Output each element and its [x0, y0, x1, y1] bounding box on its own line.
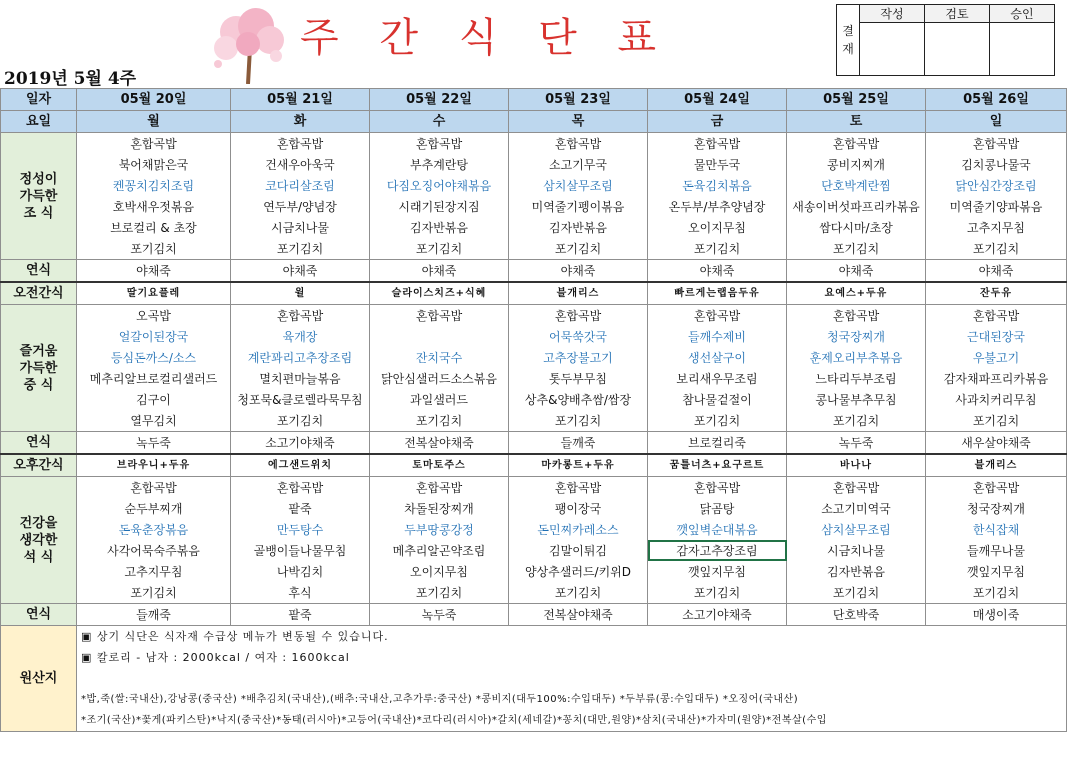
breakfast-item[interactable]: 혼합곡밥: [509, 133, 648, 155]
dinner-item[interactable]: 깻잎벽순대볶음: [648, 519, 787, 540]
dinner-row: [1, 561, 1067, 582]
dinner-item[interactable]: 혼합곡밥: [648, 477, 787, 499]
breakfast-item[interactable]: 혼합곡밥: [787, 133, 926, 155]
late-snack-1-item[interactable]: 야채죽: [231, 260, 370, 283]
breakfast-item[interactable]: 시래기된장지짐: [370, 196, 509, 217]
late-snack-2-item[interactable]: 새우살야채죽: [926, 432, 1067, 455]
lunch-item[interactable]: 혼합곡밥: [926, 305, 1067, 327]
dinner-item[interactable]: 닭곰탕: [648, 498, 787, 519]
late-snack-3-item[interactable]: 팥죽: [231, 604, 370, 626]
dinner-item[interactable]: 포기김치: [926, 582, 1067, 604]
pm-snack-item[interactable]: 마카롱트+두유: [509, 454, 648, 477]
lunch-label[interactable]: 즐거움 가득한 중 식: [1, 305, 77, 432]
date-cell[interactable]: 05월 22일: [370, 89, 509, 111]
lunch-item[interactable]: 메추리알브로컬리샐러드: [77, 368, 231, 389]
lunch-row: [1, 305, 1067, 327]
breakfast-item[interactable]: 오이지무침: [648, 217, 787, 238]
approval-col: 승인: [990, 5, 1055, 23]
breakfast-label[interactable]: 정성이 가득한 조 식: [1, 133, 77, 260]
approval-side-label: 결 재: [837, 5, 860, 76]
page-title: 주 간 식 단 표: [300, 15, 671, 61]
dinner-item[interactable]: 후식: [231, 582, 370, 604]
date-cell[interactable]: 05월 23일: [509, 89, 648, 111]
day-cell[interactable]: 목: [509, 111, 648, 133]
approval-cell[interactable]: [925, 23, 990, 76]
lunch-item[interactable]: 포기김치: [509, 410, 648, 432]
date-cell[interactable]: 05월 20일: [77, 89, 231, 111]
late-snack-3-item[interactable]: 매생이죽: [926, 604, 1067, 626]
dinner-row: [1, 498, 1067, 519]
lunch-item[interactable]: 콩나물부추무침: [787, 389, 926, 410]
pm-snack-item[interactable]: 블개리스: [926, 454, 1067, 477]
breakfast-item[interactable]: 포기김치: [926, 238, 1067, 260]
origin-row: [1, 668, 1067, 689]
breakfast-item[interactable]: 쌈다시마/초장: [787, 217, 926, 238]
breakfast-item[interactable]: 포기김치: [77, 238, 231, 260]
late-snack-3-item[interactable]: 단호박죽: [787, 604, 926, 626]
origin-note[interactable]: *밥,죽(쌀:국내산),강낭콩(중국산) *배추김치(국내산),(배추:국내산,고추가루:중국산) *콩비지(대두100%:수입대두) *두부류(콩:수입대두) *오징어(국내산): [77, 689, 1067, 710]
dinner-item[interactable]: 양상추샐러드/키위D: [509, 561, 648, 582]
lunch-item[interactable]: 생선살구이: [648, 347, 787, 368]
dinner-row: [1, 519, 1067, 540]
dinner-item[interactable]: 두부땅콩강정: [370, 519, 509, 540]
breakfast-item[interactable]: 건새우아욱국: [231, 154, 370, 175]
pm-snack-item[interactable]: 토마토주스: [370, 454, 509, 477]
breakfast-row: [1, 133, 1067, 155]
lunch-item[interactable]: [370, 326, 509, 347]
dinner-item[interactable]: 삼치살무조림: [787, 519, 926, 540]
lunch-item[interactable]: 닭안심샐러드소스볶음: [370, 368, 509, 389]
late-snack-3-item[interactable]: 들깨죽: [77, 604, 231, 626]
late-snack-1-item[interactable]: 야채죽: [648, 260, 787, 283]
lunch-item[interactable]: 사과치커리무침: [926, 389, 1067, 410]
lunch-item[interactable]: 청국장찌개: [787, 326, 926, 347]
date-cell[interactable]: 05월 26일: [926, 89, 1067, 111]
lunch-row: [1, 389, 1067, 410]
day-cell[interactable]: 수: [370, 111, 509, 133]
dinner-item[interactable]: 시금치나물: [787, 540, 926, 561]
origin-note[interactable]: ▣ 상기 식단은 식자재 수급상 메뉴가 변동될 수 있습니다.: [77, 626, 1067, 648]
late-snack-3-item[interactable]: 전복살야채죽: [509, 604, 648, 626]
lunch-item[interactable]: 잔치국수: [370, 347, 509, 368]
breakfast-item[interactable]: 북어채맑은국: [77, 154, 231, 175]
date-label[interactable]: 일자: [1, 89, 77, 111]
lunch-item[interactable]: 상추&양배추쌈/쌈장: [509, 389, 648, 410]
breakfast-item[interactable]: 켄꽁치김치조림: [77, 175, 231, 196]
origin-row: [1, 710, 1067, 732]
breakfast-item[interactable]: 돈육김치볶음: [648, 175, 787, 196]
dinner-item[interactable]: 고추지무침: [77, 561, 231, 582]
am-snack-item[interactable]: 슬라이스치즈+식혜: [370, 282, 509, 305]
lunch-item[interactable]: 포기김치: [787, 410, 926, 432]
dinner-item[interactable]: 포기김치: [370, 582, 509, 604]
lunch-item[interactable]: 들깨수제비: [648, 326, 787, 347]
breakfast-row: [1, 175, 1067, 196]
date-cell[interactable]: 05월 24일: [648, 89, 787, 111]
am-snack-item[interactable]: 빠르게는랩음두유: [648, 282, 787, 305]
breakfast-item[interactable]: 포기김치: [231, 238, 370, 260]
dinner-label[interactable]: 건강을 생각한 석 식: [1, 477, 77, 604]
late-snack-1-item[interactable]: 야채죽: [370, 260, 509, 283]
dinner-item[interactable]: 김말이튀김: [509, 540, 648, 561]
late-snack-2-item[interactable]: 전복살야채죽: [370, 432, 509, 455]
dinner-item[interactable]: 메추리알곤약조림: [370, 540, 509, 561]
late-snack-1-item[interactable]: 야채죽: [509, 260, 648, 283]
dinner-item[interactable]: 포기김치: [787, 582, 926, 604]
breakfast-item[interactable]: 새송이버섯파프리카볶음: [787, 196, 926, 217]
breakfast-item[interactable]: 김자반볶음: [509, 217, 648, 238]
lunch-item[interactable]: 포기김치: [926, 410, 1067, 432]
lunch-item[interactable]: 훈제오리부추볶음: [787, 347, 926, 368]
dinner-item[interactable]: 돈민찌카레소스: [509, 519, 648, 540]
approval-col: 검토: [925, 5, 990, 23]
am-snack-item[interactable]: 블개리스: [509, 282, 648, 305]
lunch-item[interactable]: 느타리두부조림: [787, 368, 926, 389]
breakfast-row: [1, 196, 1067, 217]
lunch-item[interactable]: 청포묵&클로렐라묵무침: [231, 389, 370, 410]
dinner-item[interactable]: 돈육춘장볶음: [77, 519, 231, 540]
late-snack-2-item[interactable]: 브로컬리죽: [648, 432, 787, 455]
lunch-item[interactable]: 육개장: [231, 326, 370, 347]
lunch-item[interactable]: 김구이: [77, 389, 231, 410]
breakfast-item[interactable]: 브로컬리 & 초장: [77, 217, 231, 238]
dinner-item[interactable]: 순두부찌개: [77, 498, 231, 519]
breakfast-item[interactable]: 혼합곡밥: [648, 133, 787, 155]
lunch-item[interactable]: 근대된장국: [926, 326, 1067, 347]
breakfast-item[interactable]: 혼합곡밥: [926, 133, 1067, 155]
lunch-item[interactable]: 열무김치: [77, 410, 231, 432]
late-snack-2-item[interactable]: 소고기야채죽: [231, 432, 370, 455]
dinner-item[interactable]: 혼합곡밥: [231, 477, 370, 499]
breakfast-item[interactable]: 미역줄기양파볶음: [926, 196, 1067, 217]
lunch-item[interactable]: 혼합곡밥: [231, 305, 370, 327]
lunch-item[interactable]: 얼갈이된장국: [77, 326, 231, 347]
late-snack-1-label[interactable]: 연식: [1, 260, 77, 283]
dinner-item[interactable]: 혼합곡밥: [77, 477, 231, 499]
day-row: [1, 111, 1067, 133]
breakfast-item[interactable]: 물만두국: [648, 154, 787, 175]
origin-row: [1, 689, 1067, 710]
lunch-item[interactable]: 포기김치: [648, 410, 787, 432]
late-snack-2-label[interactable]: 연식: [1, 432, 77, 455]
breakfast-item[interactable]: 혼합곡밥: [370, 133, 509, 155]
lunch-item[interactable]: 보리새우무조림: [648, 368, 787, 389]
am-snack-item[interactable]: 잔두유: [926, 282, 1067, 305]
breakfast-item[interactable]: 콩비지찌개: [787, 154, 926, 175]
late-snack-3-item[interactable]: 소고기야채죽: [648, 604, 787, 626]
dinner-row: [1, 540, 1067, 561]
dinner-item[interactable]: 소고기미역국: [787, 498, 926, 519]
dinner-item[interactable]: 혼합곡밥: [370, 477, 509, 499]
breakfast-item[interactable]: 포기김치: [509, 238, 648, 260]
late-snack-2-item[interactable]: 녹두죽: [77, 432, 231, 455]
approval-cell[interactable]: [860, 23, 925, 76]
day-cell[interactable]: 화: [231, 111, 370, 133]
date-cell[interactable]: 05월 21일: [231, 89, 370, 111]
day-cell[interactable]: 토: [787, 111, 926, 133]
late-snack-2-item[interactable]: 녹두죽: [787, 432, 926, 455]
lunch-item[interactable]: 등심돈까스/소스: [77, 347, 231, 368]
origin-note[interactable]: [77, 668, 1067, 689]
dinner-item[interactable]: 깻잎지무침: [926, 561, 1067, 582]
breakfast-item[interactable]: 다짐오징어야채볶음: [370, 175, 509, 196]
am-snack-label[interactable]: 오전간식: [1, 282, 77, 305]
lunch-item[interactable]: 우불고기: [926, 347, 1067, 368]
day-cell[interactable]: 일: [926, 111, 1067, 133]
am-snack-item[interactable]: 윌: [231, 282, 370, 305]
breakfast-item[interactable]: 고추지무침: [926, 217, 1067, 238]
dinner-item[interactable]: 만두탕수: [231, 519, 370, 540]
dinner-item[interactable]: 혼합곡밥: [787, 477, 926, 499]
dinner-item[interactable]: 청국장찌개: [926, 498, 1067, 519]
late-snack-1-item[interactable]: 야채죽: [926, 260, 1067, 283]
dinner-row: [1, 582, 1067, 604]
late-snack-2-row: [1, 432, 1067, 455]
pm-snack-item[interactable]: 꿈틀너츠+요구르트: [648, 454, 787, 477]
pm-snack-item[interactable]: 에그샌드위치: [231, 454, 370, 477]
origin-row: [1, 626, 1067, 648]
date-row: [1, 89, 1067, 111]
lunch-row: [1, 368, 1067, 389]
cherry-blossom-tree-image: [206, 8, 292, 84]
lunch-item[interactable]: 포기김치: [370, 410, 509, 432]
dinner-item[interactable]: 들깨무나물: [926, 540, 1067, 561]
breakfast-item[interactable]: 포기김치: [787, 238, 926, 260]
breakfast-item[interactable]: 포기김치: [370, 238, 509, 260]
approval-col: 작성: [860, 5, 925, 23]
breakfast-item[interactable]: 삼치살무조림: [509, 175, 648, 196]
lunch-item[interactable]: 혼합곡밥: [370, 305, 509, 327]
origin-row: [1, 647, 1067, 668]
late-snack-3-label[interactable]: 연식: [1, 604, 77, 626]
lunch-item[interactable]: 오곡밥: [77, 305, 231, 327]
day-cell[interactable]: 금: [648, 111, 787, 133]
origin-note[interactable]: ▣ 칼로리 - 남자 : 2000kcal / 여자 : 1600kcal: [77, 647, 1067, 668]
lunch-row: [1, 410, 1067, 432]
dinner-item[interactable]: 사각어묵숙주볶음: [77, 540, 231, 561]
dinner-item[interactable]: 한식잡채: [926, 519, 1067, 540]
breakfast-item[interactable]: 시금치나물: [231, 217, 370, 238]
late-snack-3-row: [1, 604, 1067, 626]
lunch-item[interactable]: 고추장불고기: [509, 347, 648, 368]
dinner-item[interactable]: 차돌된장찌개: [370, 498, 509, 519]
day-cell[interactable]: 월: [77, 111, 231, 133]
lunch-item[interactable]: 혼합곡밥: [509, 305, 648, 327]
breakfast-item[interactable]: 온두부/부추양념장: [648, 196, 787, 217]
lunch-item[interactable]: 계란꽈리고추장조림: [231, 347, 370, 368]
breakfast-item[interactable]: 혼합곡밥: [231, 133, 370, 155]
breakfast-item[interactable]: 김치콩나물국: [926, 154, 1067, 175]
lunch-item[interactable]: 어묵쑥갓국: [509, 326, 648, 347]
breakfast-item[interactable]: 혼합곡밥: [77, 133, 231, 155]
breakfast-item[interactable]: 부추계란탕: [370, 154, 509, 175]
dinner-item[interactable]: 오이지무침: [370, 561, 509, 582]
dinner-item[interactable]: 김자반볶음: [787, 561, 926, 582]
date-cell[interactable]: 05월 25일: [787, 89, 926, 111]
dinner-item[interactable]: 혼합곡밥: [926, 477, 1067, 499]
origin-note[interactable]: *조기(국산)*꽃게(파키스탄)*낙지(중국산)*동태(러시아)*고등어(국내산)*코다리(러시아)*갈치(세네갈)*꽁치(대만,원양)*삼치(국내산)*가자미(원양)*전복살(수입: [77, 710, 1067, 732]
weekly-menu-table: [0, 88, 1067, 732]
lunch-row: [1, 347, 1067, 368]
dinner-item[interactable]: 포기김치: [648, 582, 787, 604]
lunch-item[interactable]: 포기김치: [231, 410, 370, 432]
approval-box: [836, 4, 1055, 76]
dinner-item[interactable]: 나박김치: [231, 561, 370, 582]
am-snack-item[interactable]: 딸기요플레: [77, 282, 231, 305]
breakfast-item[interactable]: 코다리살조림: [231, 175, 370, 196]
late-snack-2-item[interactable]: 들깨죽: [509, 432, 648, 455]
lunch-item[interactable]: 혼합곡밥: [787, 305, 926, 327]
dinner-item[interactable]: 포기김치: [509, 582, 648, 604]
pm-snack-label[interactable]: 오후간식: [1, 454, 77, 477]
dinner-item[interactable]: 깻잎지무침: [648, 561, 787, 582]
lunch-row: [1, 326, 1067, 347]
late-snack-1-item[interactable]: 야채죽: [77, 260, 231, 283]
dinner-item[interactable]: 포기김치: [77, 582, 231, 604]
lunch-item[interactable]: 혼합곡밥: [648, 305, 787, 327]
dinner-row: [1, 477, 1067, 499]
dinner-item[interactable]: 골뱅이들나물무침: [231, 540, 370, 561]
breakfast-item[interactable]: 김자반볶음: [370, 217, 509, 238]
dinner-item[interactable]: 감자고추장조림: [648, 540, 787, 561]
day-label[interactable]: 요일: [1, 111, 77, 133]
week-label: 2019년 5월 4주: [4, 69, 137, 89]
breakfast-item[interactable]: 단호박계란찜: [787, 175, 926, 196]
lunch-item[interactable]: 멸치편마늘볶음: [231, 368, 370, 389]
dinner-item[interactable]: 혼합곡밥: [509, 477, 648, 499]
approval-cell[interactable]: [990, 23, 1055, 76]
am-snack-item[interactable]: 요예스+두유: [787, 282, 926, 305]
pm-snack-item[interactable]: 브라우니+두유: [77, 454, 231, 477]
breakfast-item[interactable]: 닭안심간장조림: [926, 175, 1067, 196]
dinner-item[interactable]: 팽이장국: [509, 498, 648, 519]
breakfast-row: [1, 238, 1067, 260]
lunch-item[interactable]: 톳두부무침: [509, 368, 648, 389]
lunch-item[interactable]: 참나물겉절이: [648, 389, 787, 410]
pm-snack-row: [1, 454, 1067, 477]
breakfast-item[interactable]: 포기김치: [648, 238, 787, 260]
breakfast-item[interactable]: 소고기무국: [509, 154, 648, 175]
late-snack-3-item[interactable]: 녹두죽: [370, 604, 509, 626]
breakfast-item[interactable]: 호박새우젓볶음: [77, 196, 231, 217]
late-snack-1-row: [1, 260, 1067, 283]
late-snack-1-item[interactable]: 야채죽: [787, 260, 926, 283]
breakfast-item[interactable]: 연두부/양념장: [231, 196, 370, 217]
breakfast-row: [1, 217, 1067, 238]
origin-label[interactable]: 원산지: [1, 626, 77, 732]
pm-snack-item[interactable]: 바나나: [787, 454, 926, 477]
lunch-item[interactable]: 감자채파프리카볶음: [926, 368, 1067, 389]
dinner-item[interactable]: 팥죽: [231, 498, 370, 519]
lunch-item[interactable]: 과일샐러드: [370, 389, 509, 410]
breakfast-item[interactable]: 미역줄기펭이볶음: [509, 196, 648, 217]
am-snack-row: [1, 282, 1067, 305]
breakfast-row: [1, 154, 1067, 175]
